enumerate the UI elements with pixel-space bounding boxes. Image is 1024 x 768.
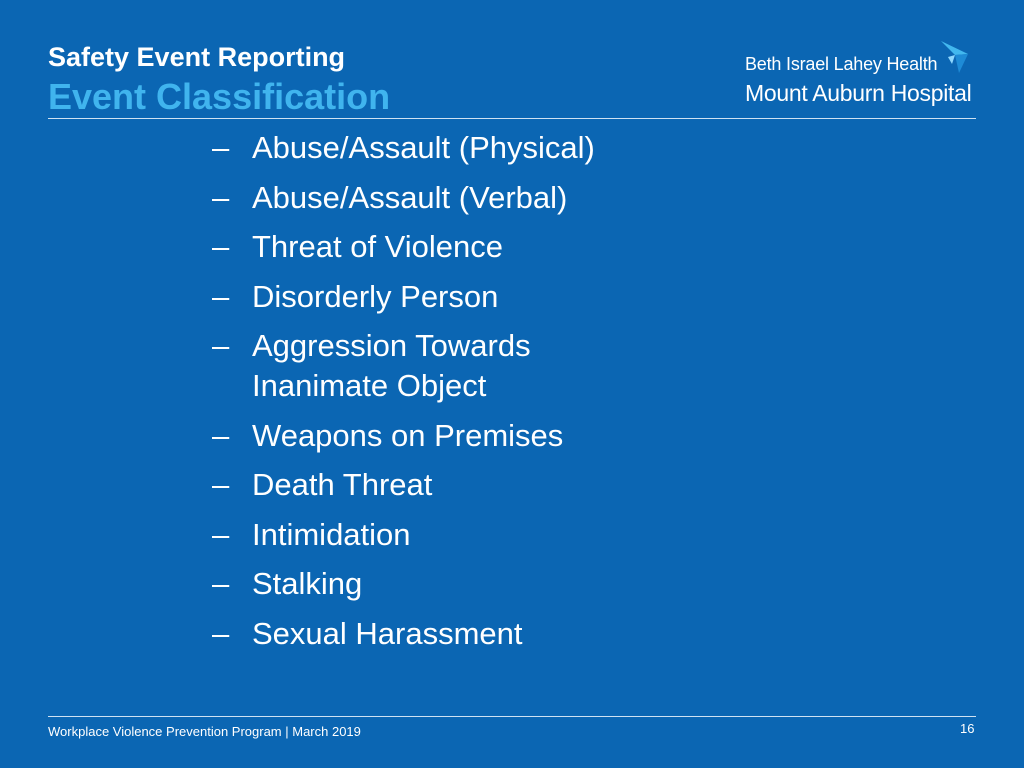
logo-parent-name: Beth Israel Lahey Health — [745, 54, 938, 74]
page-number: 16 — [960, 721, 975, 736]
list-item-label: Weapons on Premises — [252, 417, 564, 453]
bird-icon — [938, 40, 970, 74]
list-item-label: Intimidation — [252, 516, 411, 552]
dash-bullet: – — [212, 328, 230, 363]
dash-bullet: – — [212, 467, 230, 502]
footer-divider — [48, 716, 976, 717]
list-item-label: Abuse/Assault (Physical) — [252, 130, 595, 165]
list-item-label: Sexual Harassment — [252, 615, 523, 651]
dash-bullet: – — [212, 179, 230, 215]
list-item-label: Threat of Violence — [252, 229, 504, 264]
header-divider — [48, 118, 976, 119]
event-classification-list — [212, 128, 912, 663]
list-item — [212, 564, 912, 604]
slide-title: Safety Event Reporting — [48, 42, 346, 72]
list-item — [212, 326, 912, 406]
list-item — [212, 515, 912, 555]
list-item — [212, 128, 912, 168]
dash-bullet: – — [212, 615, 230, 651]
list-item — [212, 277, 912, 317]
list-item-label: Aggression Towards Inanimate Object — [252, 328, 531, 403]
dash-bullet: – — [212, 229, 230, 264]
list-item-label: Stalking — [252, 566, 363, 601]
list-item — [212, 465, 912, 505]
logo-hospital-name: Mount Auburn Hospital — [745, 80, 972, 106]
slide-subtitle: Event Classification — [48, 76, 391, 117]
list-item — [212, 614, 912, 654]
list-item-label: Abuse/Assault (Verbal) — [252, 179, 568, 215]
list-item — [212, 178, 912, 218]
dash-bullet: – — [212, 130, 230, 165]
footer-text: Workplace Violence Prevention Program | March 2019 — [48, 724, 361, 739]
list-item — [212, 227, 912, 267]
dash-bullet: – — [212, 566, 230, 601]
list-item-label: Disorderly Person — [252, 278, 499, 314]
dash-bullet: – — [212, 278, 230, 314]
list-item — [212, 416, 912, 456]
list-item-label: Death Threat — [252, 467, 433, 502]
organization-logo — [745, 40, 977, 110]
dash-bullet: – — [212, 417, 230, 453]
dash-bullet: – — [212, 516, 230, 552]
